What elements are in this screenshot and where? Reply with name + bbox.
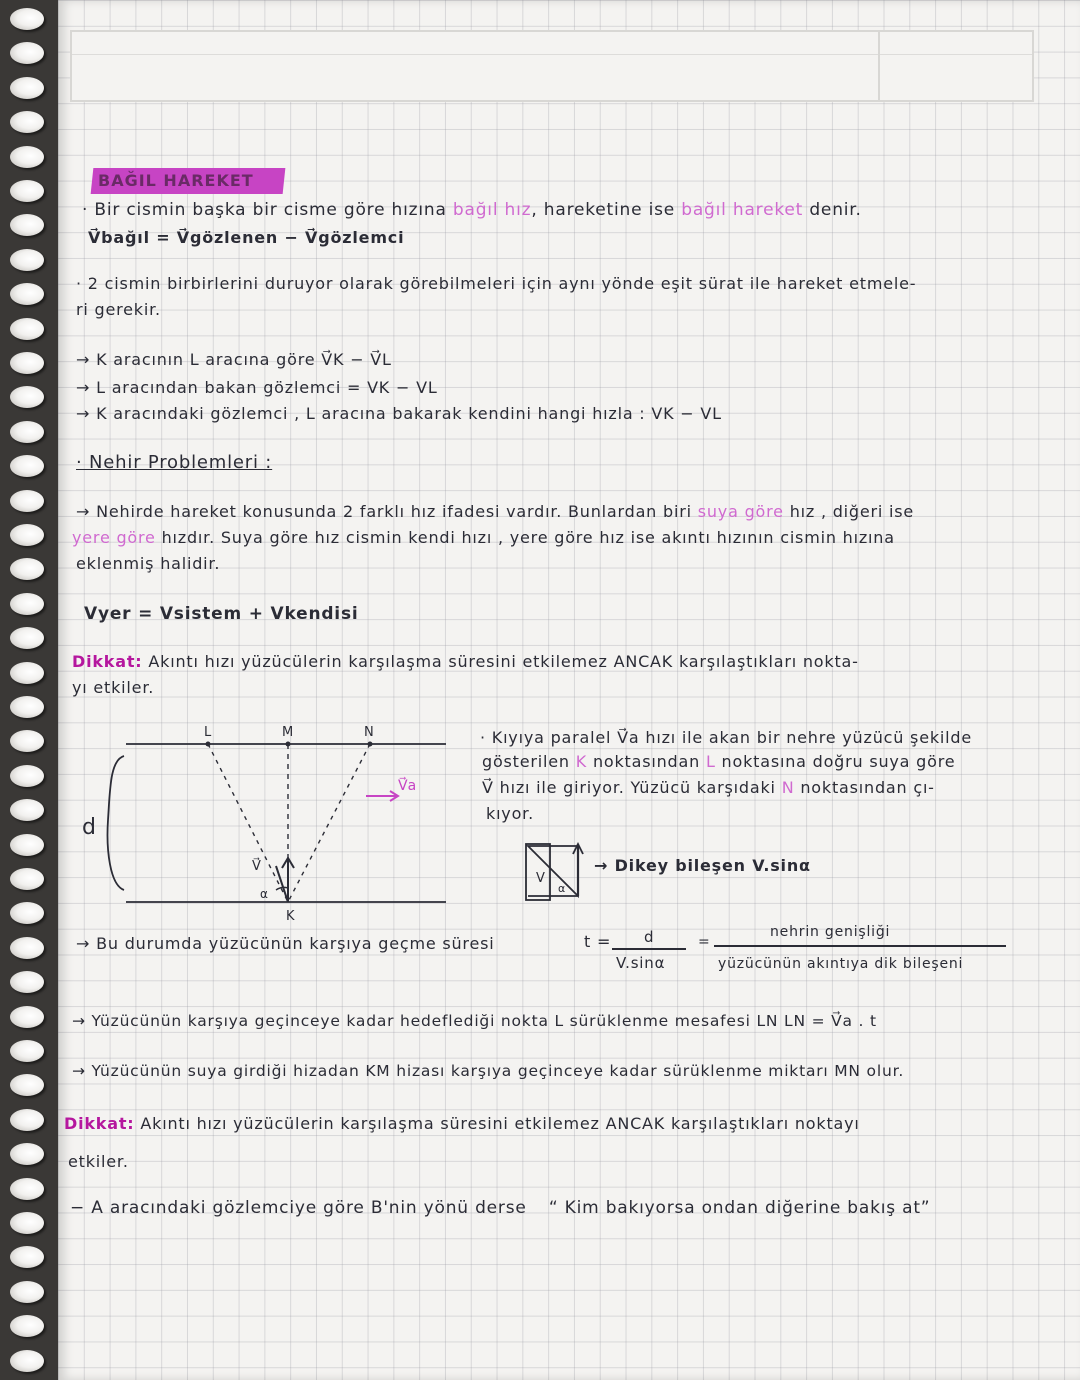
- side-line-3: [482, 778, 935, 797]
- triangle-v-label: V: [536, 871, 545, 886]
- crossing-time-text: → Bu durumda yüzücünün karşıya geçme süresi: [76, 934, 495, 953]
- river-text-2: hız , diğeri ise: [789, 502, 915, 521]
- spiral-ring: [10, 593, 44, 615]
- spiral-ring: [10, 455, 44, 477]
- warning-2-line-1: [64, 1114, 860, 1133]
- label-alpha: α: [260, 887, 268, 901]
- drift-note-2: → Yüzücünün suya girdiği hizadan KM hizası karşıya geçinceye kadar sürüklenme miktarı MN olur.: [72, 1062, 905, 1080]
- vertical-component-note: → Dikey bileşen V.sinα: [594, 856, 811, 875]
- spiral-ring: [10, 902, 44, 924]
- spiral-ring: [10, 1350, 44, 1372]
- spiral-ring: [10, 249, 44, 271]
- fraction-1-denominator: V.sinα: [616, 954, 666, 972]
- label-N: N: [364, 725, 374, 740]
- river-diagram: [80, 720, 460, 930]
- spiral-ring: [10, 77, 44, 99]
- warning-1-line-2: yı etkiler.: [72, 678, 155, 697]
- side-text-e: noktasından çı-: [800, 778, 935, 797]
- width-brace: [108, 756, 124, 890]
- spiral-ring: [10, 868, 44, 890]
- spiral-ring: [10, 180, 44, 202]
- spiral-ring: [10, 42, 44, 64]
- side-line-4: kıyor.: [486, 804, 534, 823]
- spiral-ring: [10, 1143, 44, 1165]
- observer-rule-text: − A aracındaki gözlemciye göre B'nin yönü derse: [70, 1198, 527, 1218]
- side-line-2: [482, 752, 955, 771]
- label-L: L: [204, 725, 212, 740]
- spiral-ring: [10, 662, 44, 684]
- fraction-2-numerator: nehrin genişliği: [770, 924, 891, 940]
- spiral-ring: [10, 386, 44, 408]
- note-arrow-1: → K aracının L aracına göre V⃗K − V⃗L: [76, 350, 392, 369]
- path-to-N: [288, 744, 370, 902]
- term-relative-velocity: bağıl hız: [452, 200, 532, 220]
- spiral-ring: [10, 799, 44, 821]
- spiral-ring: [10, 490, 44, 512]
- spiral-ring: [10, 524, 44, 546]
- spiral-ring: [10, 558, 44, 580]
- header-box: [70, 30, 1034, 102]
- point-L: L: [705, 752, 716, 771]
- paragraph-2-line-1: · 2 cismin birbirlerini duruyor olarak görebilmeleri için aynı yönde eşit sürat ile hareket etmele-: [76, 274, 917, 293]
- warning-2-label: Dikkat:: [64, 1114, 135, 1133]
- spiral-ring: [10, 352, 44, 374]
- warning-2-line-2: etkiler.: [68, 1152, 129, 1171]
- equals-sign: =: [698, 934, 711, 950]
- side-text-d: V⃗ hızı ile giriyor. Yüzücü karşıdaki: [482, 778, 776, 797]
- spiral-ring: [10, 1178, 44, 1200]
- side-text-c: noktasına doğru suya göre: [721, 752, 956, 771]
- river-text-1: → Nehirde hareket konusunda 2 farklı hız ifadesi vardır. Bunlardan biri: [76, 502, 692, 521]
- swimmer-velocity-arrow: [276, 866, 288, 902]
- label-v: V⃗: [252, 859, 261, 874]
- note-arrow-2: → L aracından bakan gözlemci = VK − VL: [76, 378, 438, 397]
- definition-text-2: , hareketine ise: [531, 200, 676, 220]
- warning-2-text: Akıntı hızı yüzücülerin karşılaşma süresini etkilemez ANCAK karşılaştıkları noktayı: [140, 1114, 860, 1133]
- river-text-3: hızdır. Suya göre hız cismin kendi hızı , yere göre hız ise akıntı hızının cismin hızına: [161, 528, 895, 547]
- ground-velocity-formula: Vyer = Vsistem + Vkendisi: [84, 604, 359, 624]
- spiral-ring: [10, 1109, 44, 1131]
- definition-end: denir.: [809, 200, 862, 220]
- label-va: V⃗a: [398, 778, 417, 794]
- triangle-alpha-label: α: [558, 882, 566, 895]
- spiral-ring: [10, 318, 44, 340]
- term-relative-to-water: suya göre: [697, 502, 784, 521]
- fraction-1-numerator: d: [644, 928, 655, 946]
- spiral-ring: [10, 730, 44, 752]
- spiral-ring: [10, 765, 44, 787]
- point-K: K: [575, 752, 588, 771]
- river-paragraph-line-2: [72, 528, 895, 547]
- definition-text: · Bir cismin başka bir cisme göre hızına: [82, 200, 447, 220]
- label-d: d: [82, 815, 96, 840]
- label-K: K: [286, 909, 295, 924]
- spiral-ring: [10, 1246, 44, 1268]
- spiral-ring: [10, 1212, 44, 1234]
- observer-rule-line: [70, 1198, 930, 1218]
- term-relative-to-ground: yere göre: [72, 528, 156, 547]
- page-title: BAĞIL HAREKET: [98, 171, 254, 190]
- fraction-1-bar: [612, 948, 686, 950]
- paragraph-2-line-2: ri gerekir.: [76, 300, 161, 319]
- side-text-a: gösterilen: [482, 752, 570, 771]
- spiral-ring: [10, 421, 44, 443]
- observer-rule-quote: “ Kim bakıyorsa ondan diğerine bakış at”: [548, 1198, 931, 1218]
- side-text-b: noktasından: [592, 752, 701, 771]
- drift-note-1: → Yüzücünün karşıya geçinceye kadar hedeflediği nokta L sürüklenme mesafesi LN LN = V⃗a . t: [72, 1012, 877, 1030]
- spiral-ring: [10, 971, 44, 993]
- warning-1-text: Akıntı hızı yüzücülerin karşılaşma süresini etkilemez ANCAK karşılaştıkları nokta-: [148, 652, 859, 671]
- time-symbol: t =: [584, 932, 612, 951]
- label-M: M: [282, 725, 294, 740]
- spiral-ring: [10, 834, 44, 856]
- river-paragraph-line-1: [76, 502, 914, 521]
- spiral-ring: [10, 214, 44, 236]
- spiral-ring: [10, 1006, 44, 1028]
- spiral-ring: [10, 1315, 44, 1337]
- fraction-2-bar: [714, 945, 1006, 947]
- velocity-triangle: [520, 838, 600, 906]
- spiral-binding: [0, 0, 62, 1380]
- spiral-ring: [10, 1040, 44, 1062]
- spiral-ring: [10, 696, 44, 718]
- spiral-ring: [10, 146, 44, 168]
- term-relative-motion: bağıl hareket: [681, 200, 804, 220]
- spiral-ring: [10, 111, 44, 133]
- point-N: N: [781, 778, 795, 797]
- note-arrow-3: → K aracındaki gözlemci , L aracına bakarak kendini hangi hızla : VK − VL: [76, 404, 722, 423]
- warning-1-line-1: [72, 652, 859, 671]
- spiral-ring: [10, 1281, 44, 1303]
- spiral-ring: [10, 8, 44, 30]
- fraction-2-denominator: yüzücünün akıntıya dik bileşeni: [718, 956, 964, 972]
- relative-velocity-formula: V⃗bağıl = V⃗gözlenen − V⃗gözlemci: [88, 228, 405, 247]
- river-problems-heading: · Nehir Problemleri :: [76, 452, 273, 473]
- warning-1-label: Dikkat:: [72, 652, 143, 671]
- spiral-ring: [10, 627, 44, 649]
- path-to-L: [208, 744, 288, 902]
- side-line-1: · Kıyıya paralel V⃗a hızı ile akan bir nehre yüzücü şekilde: [480, 728, 972, 747]
- spiral-ring: [10, 283, 44, 305]
- river-paragraph-line-3: eklenmiş halidir.: [76, 554, 221, 573]
- definition-line: [82, 200, 862, 220]
- spiral-ring: [10, 1074, 44, 1096]
- spiral-ring: [10, 937, 44, 959]
